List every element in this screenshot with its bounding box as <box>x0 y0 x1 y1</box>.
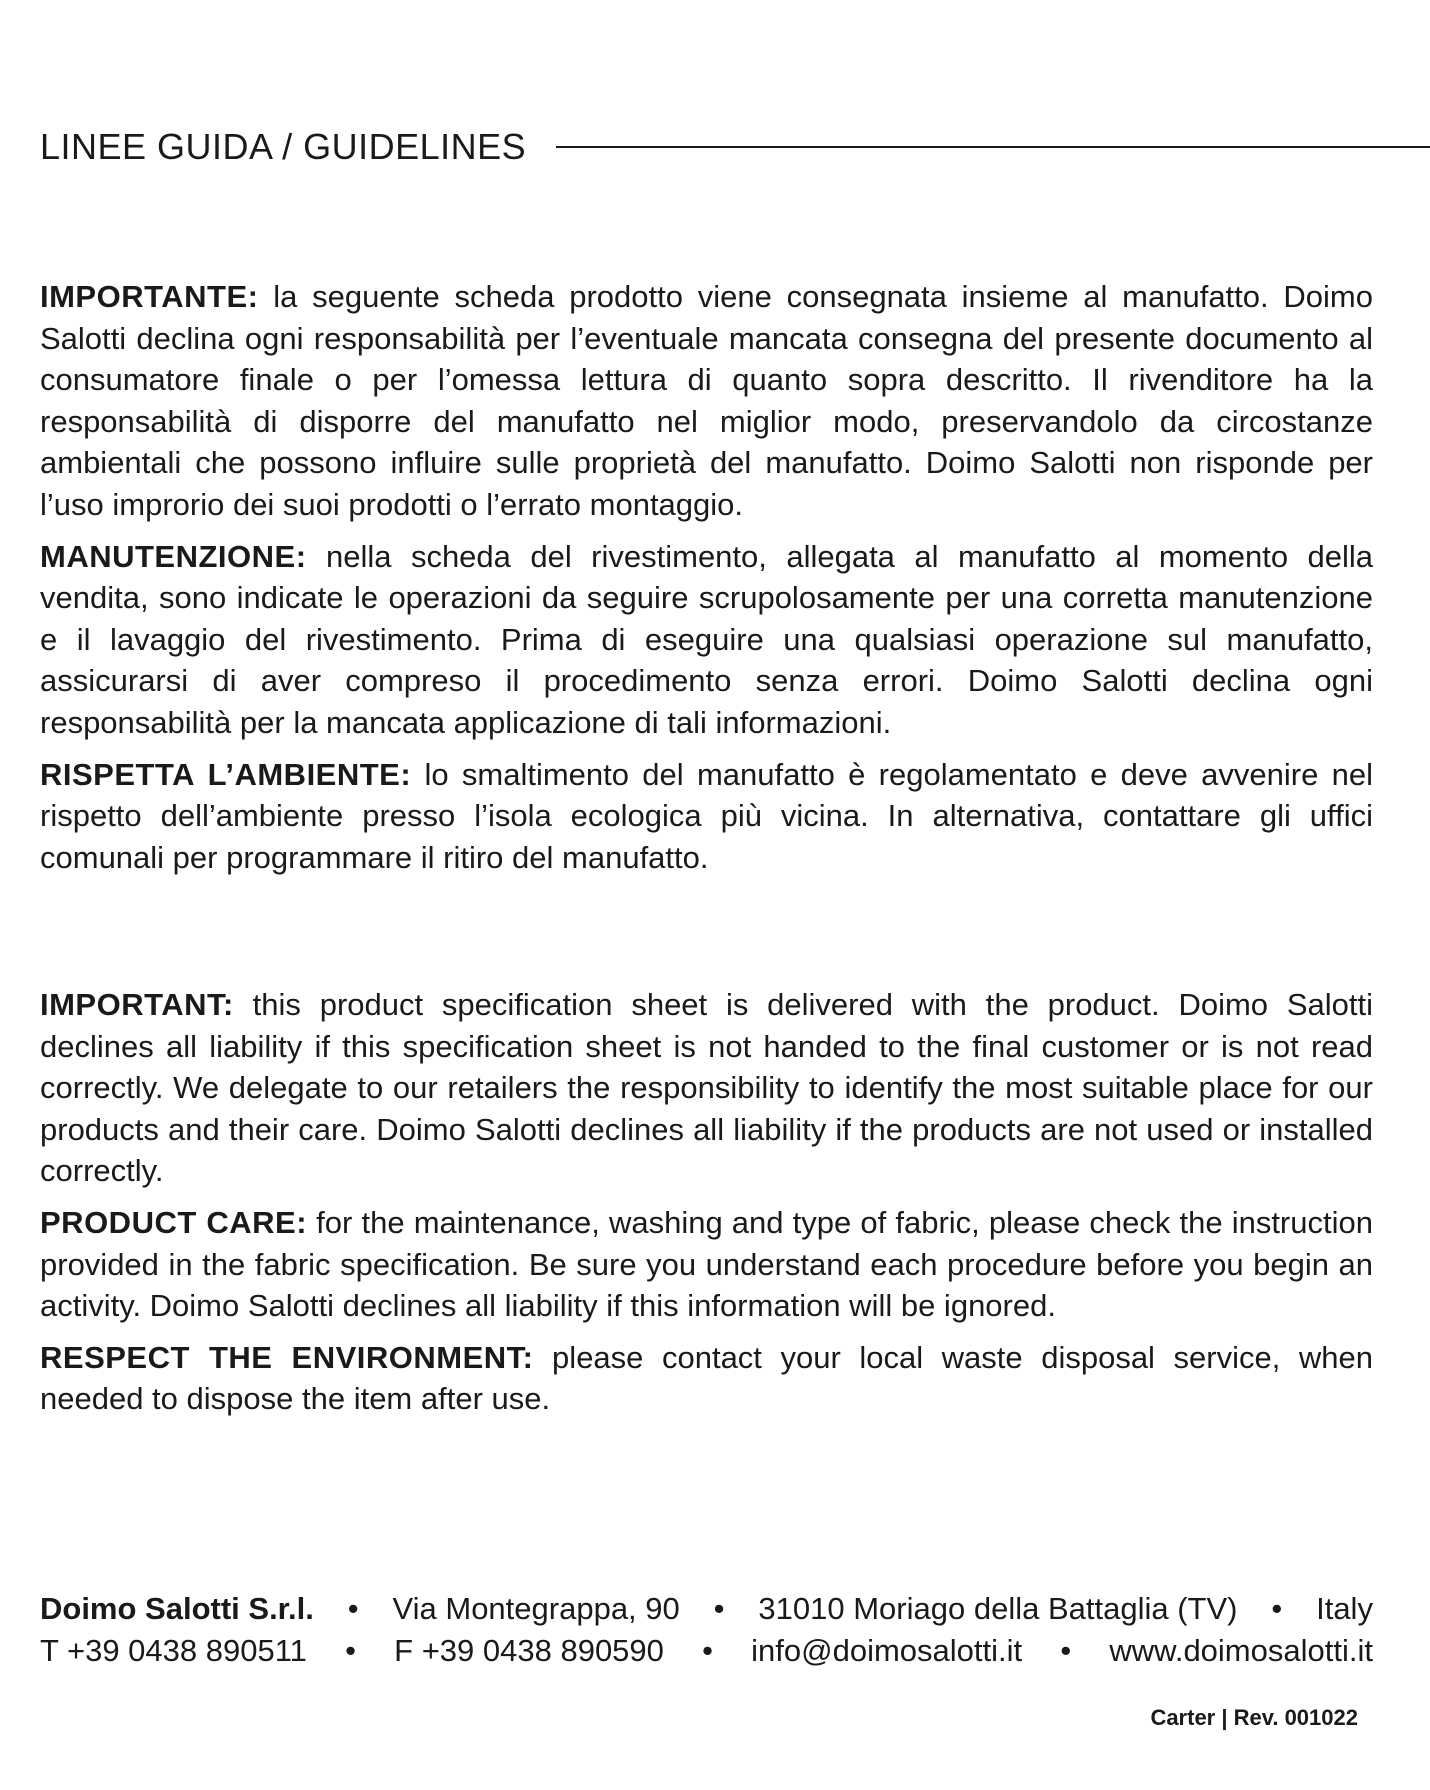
company-address: Via Montegrappa, 90 <box>392 1591 680 1626</box>
guideline-paragraph-product-care <box>40 1202 1373 1327</box>
phone-number: T +39 0438 890511 <box>40 1632 307 1668</box>
guideline-paragraph-manutenzione <box>40 536 1373 744</box>
italian-guidelines <box>40 276 1373 888</box>
footer-address-line <box>40 1588 1373 1630</box>
paragraph-lead: RISPETTA L’AMBIENTE: <box>40 756 412 792</box>
paragraph-text: lo smaltimento del manufatto è regolamentato e deve avvenire nel rispetto dell’ambiente presso l’isola ecologica più vicina. In alternativa, contattare gli uffici comunali per programmare il ritiro del manufatto. <box>40 756 1374 875</box>
guideline-paragraph-rispetta-ambiente <box>40 754 1373 879</box>
paragraph-text: la seguente scheda prodotto viene consegnata insieme al manufatto. Doimo Salotti declina ogni responsabilità per l’eventuale mancata consegna del presente documento al consumatore finale o per l’omessa lettura di quanto sopra descritto. Il rivenditore ha la responsabilità di disporre del manufatto nel miglior modo, preservandolo da circostanze ambientali che possono influire sulle proprietà del manufatto. Doimo Salotti non risponde per l’uso improrio dei suoi prodotti o l’errato montaggio. <box>40 279 1373 522</box>
english-guidelines <box>40 984 1373 1430</box>
paragraph-text: nella scheda del rivestimento, allegata al manufatto al momento della vendita, sono indicate le operazioni da seguire scrupolosamente per una corretta manutenzione e il lavaggio del rivestimento. Prima di eseguire una qualsiasi operazione sul manufatto, assicurarsi di aver compreso il procedimento senza errori. Doimo Salotti declina ogni responsabilità per la mancata applicazione di tali informazioni. <box>40 538 1373 740</box>
paragraph-lead: MANUTENZIONE: <box>40 538 307 574</box>
paragraph-text: this product specification sheet is delivered with the product. Doimo Salotti declines all liability if this specification sheet is not handed to the final customer or is not read correctly. We delegate to our retailers the responsibility to identify the most suitable place for our products and their care. Doimo Salotti declines all liability if the products are not used or installed correctly. <box>40 987 1373 1189</box>
guideline-paragraph-importante <box>40 276 1373 526</box>
website-link[interactable]: www.doimosalotti.it <box>1109 1632 1373 1668</box>
revision-label: Carter | Rev. 001022 <box>1150 1705 1358 1730</box>
footer-contact-line <box>40 1630 1373 1672</box>
paragraph-lead: IMPORTANTE: <box>40 279 259 314</box>
page-title: LINEE GUIDA / GUIDELINES <box>40 126 527 167</box>
paragraph-text: please contact your local waste disposal service, when needed to dispose the item after use. <box>40 1339 1373 1417</box>
separator-dot: • <box>347 1591 359 1626</box>
separator-dot: • <box>1271 1591 1283 1626</box>
paragraph-lead: IMPORTANT: <box>40 987 234 1022</box>
separator-dot: • <box>345 1632 356 1668</box>
separator-dot: • <box>1060 1632 1072 1668</box>
company-city: 31010 Moriago della Battaglia (TV) <box>758 1591 1238 1626</box>
header-divider <box>556 146 1430 148</box>
email-link[interactable]: info@doimosalotti.it <box>751 1632 1023 1668</box>
paragraph-lead: PRODUCT CARE: <box>40 1204 308 1240</box>
fax-number: F +39 0438 890590 <box>394 1632 664 1668</box>
paragraph-text: for the maintenance, washing and type of fabric, please check the instruction provided in the fabric specification. Be sure you understand each procedure before you begin an activity. Doimo Salotti declines all liability if this information will be ignored. <box>40 1204 1373 1324</box>
page-header <box>40 124 1430 170</box>
guideline-paragraph-important <box>40 984 1373 1192</box>
separator-dot: • <box>702 1632 713 1668</box>
guideline-paragraph-respect-environment <box>40 1337 1373 1420</box>
company-name: Doimo Salotti S.r.l. <box>40 1591 314 1626</box>
company-country: Italy <box>1316 1591 1373 1626</box>
separator-dot: • <box>713 1591 725 1626</box>
paragraph-lead: RESPECT THE ENVIRONMENT: <box>40 1339 534 1375</box>
company-footer <box>40 1588 1373 1671</box>
